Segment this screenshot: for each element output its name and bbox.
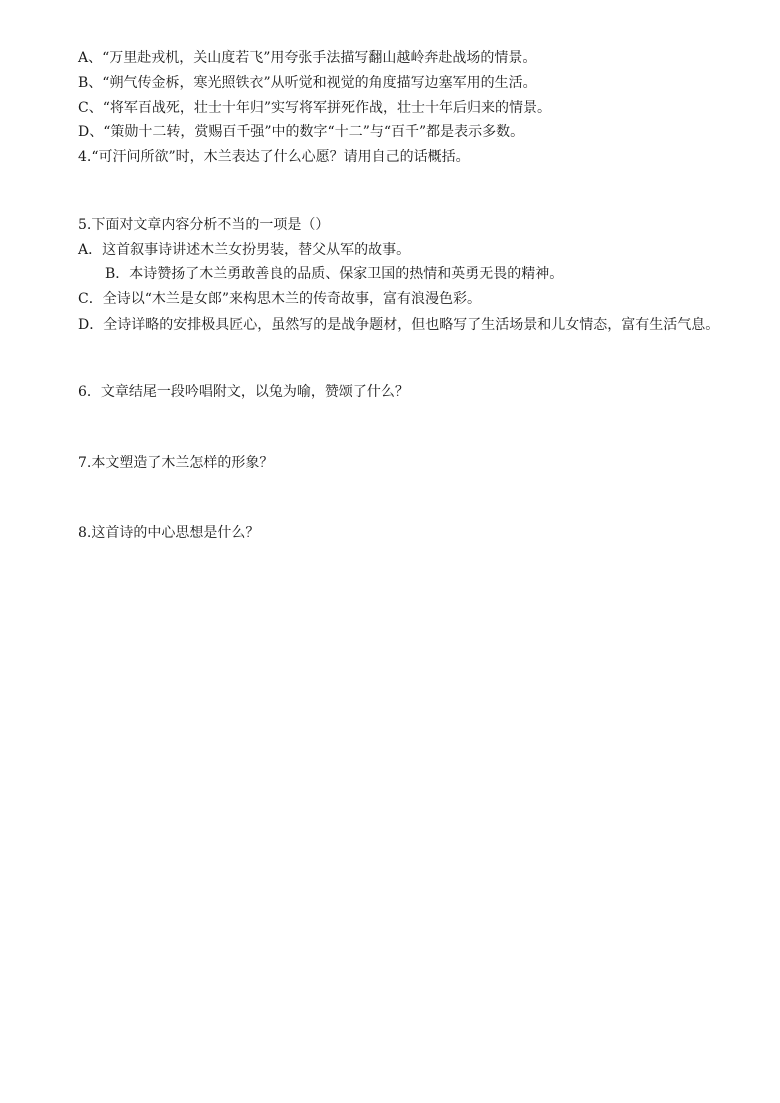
q5-option-b: B．本诗赞扬了木兰勇敢善良的品质、保家卫国的热情和英勇无畏的精神。 [105,266,564,282]
question-7: 7.本文塑造了木兰怎样的形象？ [78,455,274,471]
q3-option-a: A、“万里赴戎机，关山度若飞”用夸张手法描写翻山越岭奔赴战场的情景。 [78,50,537,66]
q5-option-c: C．全诗以“木兰是女郎”来构思木兰的传奇故事，富有浪漫色彩。 [78,291,482,307]
question-5-stem: 5.下面对文章内容分析不当的一项是（） [78,217,330,233]
question-6: 6．文章结尾一段吟唱附文，以兔为喻，赞颂了什么？ [78,384,409,400]
q3-option-d: D、“策勋十二转，赏赐百千强”中的数字“十二”与“百千”都是表示多数。 [78,124,525,140]
question-8: 8.这首诗的中心思想是什么？ [78,525,260,541]
q3-option-c: C、“将军百战死，壮士十年归”实写将军拼死作战，壮士十年后归来的情景。 [78,100,552,116]
q5-option-d: D．全诗详略的安排极具匠心，虽然写的是战争题材，但也略写了生活场景和儿女情态，富有生活气息。 [78,317,720,333]
q5-option-a: A．这首叙事诗讲述木兰女扮男装，替父从军的故事。 [78,242,411,258]
question-4: 4.“可汗问所欲”时，木兰表达了什么心愿？请用自己的话概括。 [78,149,470,165]
q3-option-b: B、“朔气传金柝，寒光照铁衣”从听觉和视觉的角度描写边塞军用的生活。 [78,75,537,91]
